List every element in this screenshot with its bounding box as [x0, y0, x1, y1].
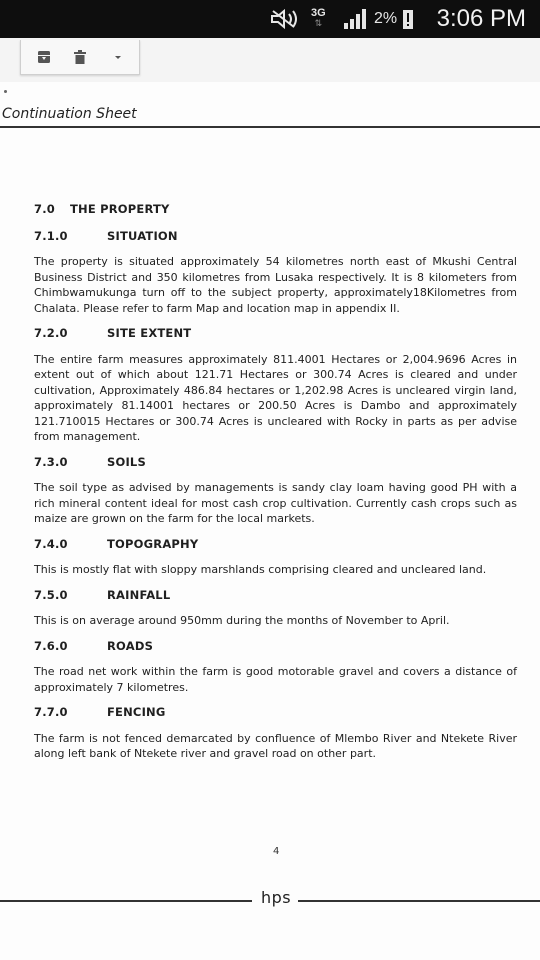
section-7-7-0-text: The farm is not fenced demarcated by confluence of Mlembo River and Ntekete River along left bank of Ntekete river and gravel road on other part.: [34, 731, 517, 760]
action-toolbar: [20, 40, 140, 75]
network-indicator: [311, 0, 326, 38]
footer-rule-left: [0, 900, 252, 902]
speck: [4, 90, 7, 93]
header-rule: [0, 126, 540, 128]
section-7-2-0-heading: 7.2.0 SITE EXTENT: [34, 326, 192, 340]
section-7-6-0-heading: 7.6.0 ROADS: [34, 638, 154, 653]
page-number: 4: [273, 846, 280, 857]
footer-rule-right: [298, 900, 540, 902]
section-7-5-0-text: This is on average around 950mm during the months of November to April.: [34, 614, 450, 627]
section-7-5-0-heading: 7.5.0 RAINFALL: [34, 587, 171, 602]
status-bar: [0, 0, 540, 38]
section-7-1-0-heading: 7.1.0 SITUATION: [34, 228, 178, 243]
section-7-7-0-heading: 7.7.0 FENCING: [34, 705, 166, 719]
section-7-3-0-heading: 7.3.0 SOILS: [34, 454, 146, 469]
section-7-3-0-text: The soil type as advised by managements is sandy clay loam having good PH with a rich mineral content ideal for most cash crop cultivation. Currently cash crops such as maize are grown on the farm for the local markets.: [34, 481, 517, 525]
chevron-down-icon[interactable]: [109, 48, 127, 66]
section-7-4-0-heading: 7.4.0 TOPOGRAPHY: [34, 536, 199, 551]
signal-icon: [343, 0, 369, 38]
footer-brand: hps: [261, 888, 292, 907]
document-page[interactable]: [0, 82, 540, 960]
section-7-2-0-text: The entire farm measures approximately 811.4001 Hectares or 2,004.9696 Acres in extent out of which about 121.71 Hectares or 300.74 Acres is cleared and under cultivation, Approximately 486.84 hectares or 1,202.98 Acres is uncleared virgin land, approximately 81.14001 hectares or 200.50 Acres is Dambo and approximately 121.710015 Hectares or 300.74 Acres is uncleared with Rocky in parts as per advise from management.: [34, 352, 517, 443]
section-7-4-0-text: This is mostly flat with sloppy marshlands comprising cleared and uncleared land.: [34, 563, 487, 576]
archive-icon[interactable]: [35, 48, 53, 66]
mute-icon: [270, 0, 300, 38]
battery-alert-icon: [402, 0, 414, 38]
document-header: Continuation Sheet: [2, 106, 137, 122]
clock: 3:06 PM: [436, 5, 526, 32]
data-arrows-icon: ⇅: [314, 19, 323, 29]
document-body: [34, 202, 517, 762]
delete-icon[interactable]: [71, 48, 89, 66]
section-7-6-0-text: The road net work within the farm is good motorable gravel and covers a distance of approximately 7 kilometres.: [34, 665, 517, 694]
section-7-0-heading: 7.0 THE PROPERTY: [34, 202, 170, 216]
section-7-1-0-text: The property is situated approximately 54 kilometres north east of Mkushi Central Business District and 350 kilometres from Lusaka respectively. It is 8 kilometers from Chimbwamukunga turn off to the subject property, approximately18Kilometres from Chalata. Please refer to farm Map and location map in appendix II.: [34, 255, 517, 315]
network-label: 3G: [311, 7, 326, 19]
battery-percent: 2%: [374, 10, 398, 27]
